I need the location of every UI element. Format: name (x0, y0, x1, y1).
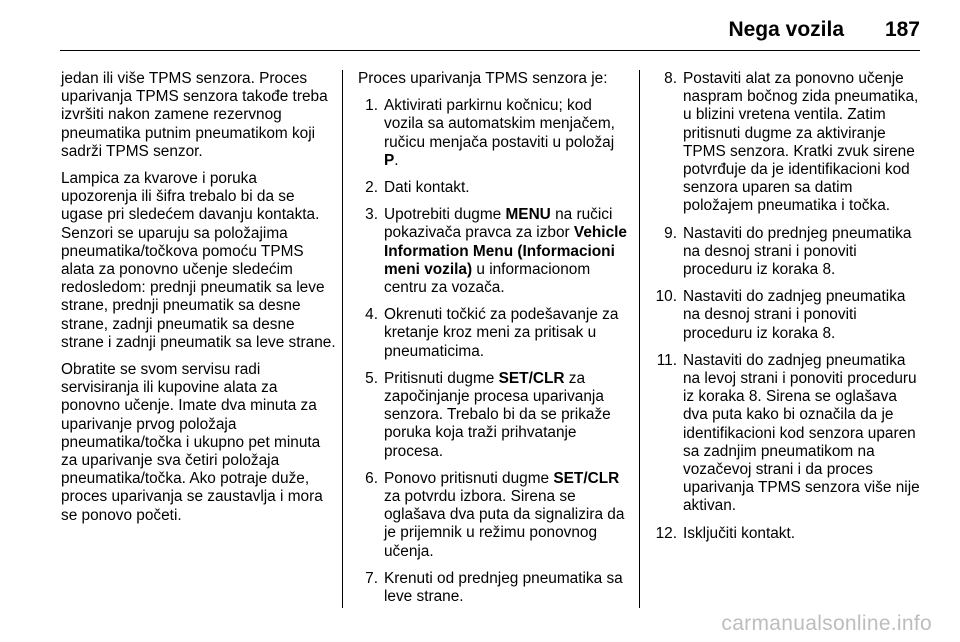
step-number: 6. (365, 469, 378, 487)
step-text: za potvrdu izbora. Sirena se oglašava dva puta da signalizira da je prijemnik u režimu ponovnog učenja. (384, 488, 625, 560)
step-text: Ponovo pritisnuti dugme (384, 469, 554, 487)
step-text: u informacionom centru za vozača. (384, 260, 591, 297)
column-middle (358, 70, 628, 615)
step-number: 9. (664, 224, 677, 242)
list-item (653, 225, 923, 280)
page-header (0, 0, 960, 60)
step-text: Isključiti kontakt. (683, 524, 796, 542)
paragraph: jedan ili više TPMS senzora. Proces uparivanja TPMS senzora takođe treba izvršiti nakon zamene rezervnog pneumatika putnim pneumatikom koji sadrži TPMS senzor. (61, 70, 328, 160)
step-text: Nastaviti do zadnjeg pneumatika na levoj strani i ponoviti proceduru iz koraka 8. Sirena se oglašava dva puta kako bi označila da je identifikacioni kod senzora uparen sa zadnjim pneumatikom na vozačevoj strani i da proces uparivanja TPMS senzora više nije aktivan. (683, 351, 920, 515)
step-number: 11. (656, 351, 677, 369)
step-number: 1. (365, 97, 378, 115)
step-text: za započinjanje procesa uparivanja senzora. Trebalo bi da se prikaže poruka koja traži prihvatanje procesa. (384, 369, 611, 460)
step-number: 4. (365, 306, 378, 324)
procedure-steps-continued (653, 70, 923, 543)
column-right (653, 70, 923, 552)
step-text: Upotrebiti dugme (384, 206, 506, 224)
step-text: Nastaviti do zadnjeg pneumatika na desnoj strani i ponoviti proceduru iz koraka 8. (683, 288, 906, 342)
step-text: Okrenuti točkić za podešavanje za kretanje kroz meni za pritisak u pneumaticima. (384, 306, 619, 360)
header-rule (60, 50, 920, 51)
step-number: 8. (664, 70, 677, 87)
page-number: 187 (884, 18, 920, 41)
step-bold-term: MENU (505, 206, 551, 224)
step-text: Nastaviti do prednjeg pneumatika na desnoj strani i ponoviti proceduru iz koraka 8. (683, 224, 912, 279)
list-item (653, 70, 923, 216)
list-item (653, 352, 923, 516)
step-number: 5. (365, 369, 378, 387)
step-text: Dati kontakt. (384, 179, 470, 197)
list-item (358, 179, 628, 197)
list-item (653, 288, 923, 343)
step-text: Postaviti alat za ponovno učenje naspram bočnog zida pneumatika, u blizini vretena ventila. Zatim pritisnuti dugme za aktiviranje TPMS senzora. Kratki zvuk sirene potvrđuje da je identifikacioni kod senzora uparen sa datim položajem pneumatika i točka. (683, 70, 919, 215)
step-text: Aktivirati parkirnu kočnicu; kod vozila sa automatskim menjačem, ručicu menjača postaviti u položaj (384, 97, 615, 151)
step-bold-term: Vehicle Information Menu (Informacioni meni vozila) (384, 224, 627, 278)
step-text: na ručici pokazivača pravca za izbor (384, 206, 613, 242)
step-number: 10. (655, 288, 677, 306)
step-number: 7. (365, 569, 378, 587)
column-divider (342, 70, 343, 608)
step-bold-term: SET/CLR (553, 469, 620, 487)
step-number: 12. (655, 524, 677, 542)
step-text: Pritisnuti dugme (384, 369, 499, 387)
list-item (653, 525, 923, 543)
procedure-steps (358, 97, 628, 606)
list-item (358, 370, 628, 461)
paragraph: Obratite se svom servisu radi servisiranja ili kupovine alata za ponovno učenje. Imate dva minuta za uparivanje prvog položaja pneumatika/točka i ukupno pet minuta za uparivanje sva četiri položaja pneumatika/točka. Ako potraje duže, proces uparivanja se zaustavlja i mora se ponovo početi. (61, 361, 323, 524)
list-item (358, 97, 628, 170)
column-left (61, 70, 337, 534)
paragraph: Lampica za kvarove i poruka upozorenja ili šifra trebalo bi da se ugase pri sledećem davanju kontakta. Senzori se uparuju sa položajima pneumatika/točkova pomoću TPMS alata za ponovno učenje sledećim redosledom: prednji pneumatik sa leve strane, prednji pneumatik sa desne strane, zadnji pneumatik sa desne strane i zadnji pneumatik sa leve strane. (61, 170, 336, 351)
step-text: . (394, 151, 399, 169)
list-item (358, 306, 628, 361)
list-item (358, 570, 628, 606)
step-number: 3. (365, 206, 378, 224)
procedure-intro: Proces uparivanja TPMS senzora je: (358, 70, 608, 87)
step-bold-term: P (384, 151, 395, 169)
step-number: 2. (365, 179, 378, 197)
watermark: carmanualsonline.info (721, 612, 932, 635)
step-text: Krenuti od prednjeg pneumatika sa leve strane. (384, 569, 623, 606)
page-title: Nega vozila (728, 18, 844, 41)
list-item (358, 470, 628, 561)
column-divider (639, 70, 640, 608)
list-item (358, 206, 628, 297)
step-bold-term: SET/CLR (498, 369, 565, 387)
